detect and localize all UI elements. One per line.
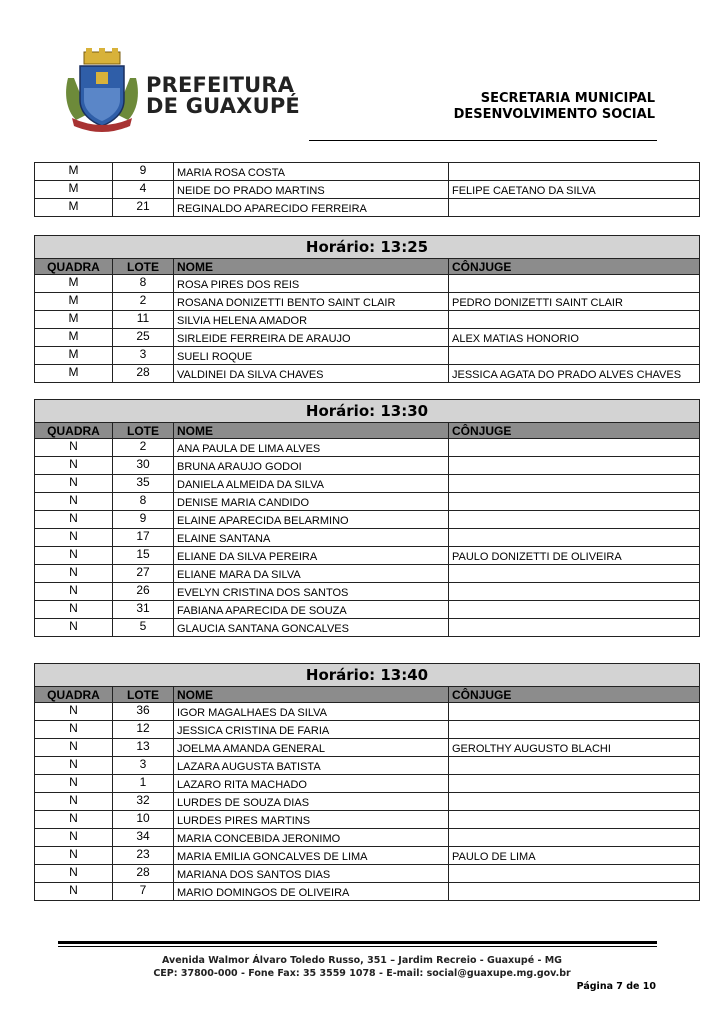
footer-divider-thin <box>58 946 657 947</box>
cell-conjuge <box>449 439 700 457</box>
cell-nome: REGINALDO APARECIDO FERREIRA <box>174 199 449 217</box>
cell-conjuge <box>449 275 700 293</box>
header-lote: LOTE <box>113 687 174 703</box>
header-lote: LOTE <box>113 423 174 439</box>
table-row <box>35 811 700 829</box>
column-header-row <box>35 259 700 275</box>
cell-conjuge: PEDRO DONIZETTI SAINT CLAIR <box>449 293 700 311</box>
table-row <box>35 365 700 383</box>
cell-lote: 2 <box>113 439 174 457</box>
cell-quadra: N <box>35 439 113 457</box>
cell-lote: 5 <box>113 619 174 637</box>
cell-quadra: M <box>35 365 113 383</box>
cell-nome: ANA PAULA DE LIMA ALVES <box>174 439 449 457</box>
cell-lote: 21 <box>113 199 174 217</box>
cell-lote: 17 <box>113 529 174 547</box>
schedule-title-row <box>35 664 700 687</box>
cell-quadra: N <box>35 547 113 565</box>
schedule-table-1340 <box>34 663 700 901</box>
cell-nome: LAZARO RITA MACHADO <box>174 775 449 793</box>
cell-lote: 8 <box>113 493 174 511</box>
cell-nome: SUELI ROQUE <box>174 347 449 365</box>
header-quadra: QUADRA <box>35 423 113 439</box>
cell-quadra: N <box>35 793 113 811</box>
schedule-title: Horário: 13:30 <box>35 400 700 423</box>
department-title <box>454 91 655 123</box>
cell-nome: EVELYN CRISTINA DOS SANTOS <box>174 583 449 601</box>
cell-conjuge: ALEX MATIAS HONORIO <box>449 329 700 347</box>
cell-nome: ELIANE MARA DA SILVA <box>174 565 449 583</box>
table-row <box>35 511 700 529</box>
department-line-2: DESENVOLVIMENTO SOCIAL <box>453 107 655 122</box>
cell-lote: 15 <box>113 547 174 565</box>
cell-nome: MARIA EMILIA GONCALVES DE LIMA <box>174 847 449 865</box>
footer-divider-thick <box>58 941 657 944</box>
table-row <box>35 847 700 865</box>
cell-quadra: N <box>35 865 113 883</box>
cell-nome: ELIANE DA SILVA PEREIRA <box>174 547 449 565</box>
cell-quadra: M <box>35 275 113 293</box>
cell-lote: 3 <box>113 347 174 365</box>
cell-conjuge: PAULO DONIZETTI DE OLIVEIRA <box>449 547 700 565</box>
municipal-logo <box>62 48 302 134</box>
header-conjuge: CÔNJUGE <box>449 259 700 275</box>
schedule-title-row <box>35 236 700 259</box>
header-quadra: QUADRA <box>35 687 113 703</box>
cell-conjuge <box>449 199 700 217</box>
cell-nome: LURDES PIRES MARTINS <box>174 811 449 829</box>
cell-lote: 32 <box>113 793 174 811</box>
cell-quadra: M <box>35 163 113 181</box>
cell-conjuge: FELIPE CAETANO DA SILVA <box>449 181 700 199</box>
cell-conjuge <box>449 619 700 637</box>
cell-conjuge <box>449 703 700 721</box>
cell-lote: 26 <box>113 583 174 601</box>
cell-nome: GLAUCIA SANTANA GONCALVES <box>174 619 449 637</box>
table-row <box>35 529 700 547</box>
table-row <box>35 493 700 511</box>
cell-lote: 3 <box>113 757 174 775</box>
cell-quadra: N <box>35 565 113 583</box>
cell-nome: ELAINE SANTANA <box>174 529 449 547</box>
cell-quadra: N <box>35 475 113 493</box>
table-row <box>35 829 700 847</box>
cell-nome: SIRLEIDE FERREIRA DE ARAUJO <box>174 329 449 347</box>
header-quadra: QUADRA <box>35 259 113 275</box>
cell-lote: 35 <box>113 475 174 493</box>
cell-lote: 10 <box>113 811 174 829</box>
cell-conjuge <box>449 529 700 547</box>
header-nome: NOME <box>174 687 449 703</box>
header-nome: NOME <box>174 423 449 439</box>
cell-lote: 2 <box>113 293 174 311</box>
cell-nome: SILVIA HELENA AMADOR <box>174 311 449 329</box>
cell-quadra: M <box>35 181 113 199</box>
cell-quadra: M <box>35 347 113 365</box>
table-row <box>35 275 700 293</box>
table-row <box>35 329 700 347</box>
table-row <box>35 619 700 637</box>
cell-quadra: N <box>35 811 113 829</box>
cell-conjuge <box>449 457 700 475</box>
cell-lote: 36 <box>113 703 174 721</box>
table-row <box>35 883 700 901</box>
cell-lote: 4 <box>113 181 174 199</box>
cell-conjuge: JESSICA AGATA DO PRADO ALVES CHAVES <box>449 365 700 383</box>
cell-lote: 34 <box>113 829 174 847</box>
schedule-title: Horário: 13:40 <box>35 664 700 687</box>
cell-nome: NEIDE DO PRADO MARTINS <box>174 181 449 199</box>
cell-conjuge <box>449 775 700 793</box>
cell-conjuge <box>449 311 700 329</box>
cell-lote: 13 <box>113 739 174 757</box>
city-crest-icon <box>62 48 142 132</box>
table-row <box>35 439 700 457</box>
schedule-table-1330 <box>34 399 700 637</box>
cell-nome: VALDINEI DA SILVA CHAVES <box>174 365 449 383</box>
schedule-title-row <box>35 400 700 423</box>
table-row <box>35 347 700 365</box>
logo-text-prefeitura: PREFEITURA <box>146 73 295 97</box>
cell-nome: LURDES DE SOUZA DIAS <box>174 793 449 811</box>
cell-conjuge <box>449 347 700 365</box>
cell-nome: ROSANA DONIZETTI BENTO SAINT CLAIR <box>174 293 449 311</box>
cell-quadra: N <box>35 511 113 529</box>
cell-nome: DENISE MARIA CANDIDO <box>174 493 449 511</box>
table-row <box>35 311 700 329</box>
cell-lote: 31 <box>113 601 174 619</box>
cell-quadra: M <box>35 329 113 347</box>
cell-lote: 9 <box>113 163 174 181</box>
cell-conjuge <box>449 811 700 829</box>
cell-quadra: M <box>35 199 113 217</box>
cell-nome: MARIANA DOS SANTOS DIAS <box>174 865 449 883</box>
cell-nome: FABIANA APARECIDA DE SOUZA <box>174 601 449 619</box>
table-row <box>35 565 700 583</box>
table-row <box>35 163 700 181</box>
table-row <box>35 865 700 883</box>
cell-conjuge <box>449 601 700 619</box>
table-row <box>35 775 700 793</box>
cell-quadra: N <box>35 829 113 847</box>
table-row <box>35 739 700 757</box>
cell-conjuge <box>449 829 700 847</box>
header-nome: NOME <box>174 259 449 275</box>
cell-nome: MARIO DOMINGOS DE OLIVEIRA <box>174 883 449 901</box>
cell-conjuge <box>449 865 700 883</box>
table-row <box>35 457 700 475</box>
continuation-table <box>34 162 700 217</box>
cell-quadra: N <box>35 883 113 901</box>
column-header-row <box>35 423 700 439</box>
schedule-table-1325 <box>34 235 700 383</box>
table-row <box>35 601 700 619</box>
cell-quadra: N <box>35 721 113 739</box>
cell-quadra: N <box>35 703 113 721</box>
cell-conjuge <box>449 565 700 583</box>
cell-quadra: M <box>35 293 113 311</box>
cell-nome: LAZARA AUGUSTA BATISTA <box>174 757 449 775</box>
table-row <box>35 583 700 601</box>
cell-lote: 9 <box>113 511 174 529</box>
cell-quadra: N <box>35 739 113 757</box>
cell-quadra: N <box>35 493 113 511</box>
cell-lote: 28 <box>113 865 174 883</box>
table-row <box>35 293 700 311</box>
cell-quadra: N <box>35 619 113 637</box>
logo-text-guaxupe: DE GUAXUPÉ <box>146 94 300 118</box>
table-row <box>35 793 700 811</box>
cell-nome: DANIELA ALMEIDA DA SILVA <box>174 475 449 493</box>
cell-nome: BRUNA ARAUJO GODOI <box>174 457 449 475</box>
cell-lote: 23 <box>113 847 174 865</box>
cell-conjuge <box>449 583 700 601</box>
footer-contact: CEP: 37800-000 - Fone Fax: 35 3559 1078 - E-mail: social@guaxupe.mg.gov.br <box>153 968 571 979</box>
cell-lote: 7 <box>113 883 174 901</box>
cell-lote: 11 <box>113 311 174 329</box>
header-divider <box>309 140 657 141</box>
cell-quadra: N <box>35 847 113 865</box>
cell-conjuge <box>449 475 700 493</box>
table-row <box>35 199 700 217</box>
table-row <box>35 181 700 199</box>
cell-nome: JOELMA AMANDA GENERAL <box>174 739 449 757</box>
cell-quadra: M <box>35 311 113 329</box>
page-number: Página 7 de 10 <box>576 981 656 992</box>
cell-conjuge: GEROLTHY AUGUSTO BLACHI <box>449 739 700 757</box>
cell-lote: 8 <box>113 275 174 293</box>
cell-quadra: N <box>35 457 113 475</box>
table-row <box>35 757 700 775</box>
cell-conjuge <box>449 793 700 811</box>
header-conjuge: CÔNJUGE <box>449 687 700 703</box>
column-header-row <box>35 687 700 703</box>
footer-address: Avenida Walmor Álvaro Toledo Russo, 351 – Jardim Recreio - Guaxupé - MG <box>162 955 562 966</box>
cell-lote: 28 <box>113 365 174 383</box>
cell-conjuge <box>449 493 700 511</box>
table-row <box>35 703 700 721</box>
cell-nome: JESSICA CRISTINA DE FARIA <box>174 721 449 739</box>
cell-quadra: N <box>35 583 113 601</box>
cell-conjuge <box>449 721 700 739</box>
cell-quadra: N <box>35 775 113 793</box>
cell-conjuge <box>449 163 700 181</box>
cell-nome: ELAINE APARECIDA BELARMINO <box>174 511 449 529</box>
cell-conjuge: PAULO DE LIMA <box>449 847 700 865</box>
cell-quadra: N <box>35 757 113 775</box>
cell-nome: IGOR MAGALHAES DA SILVA <box>174 703 449 721</box>
cell-lote: 30 <box>113 457 174 475</box>
cell-quadra: N <box>35 529 113 547</box>
table-row <box>35 721 700 739</box>
header-conjuge: CÔNJUGE <box>449 423 700 439</box>
cell-conjuge <box>449 757 700 775</box>
cell-nome: ROSA PIRES DOS REIS <box>174 275 449 293</box>
department-line-1: SECRETARIA MUNICIPAL <box>480 91 655 106</box>
cell-conjuge <box>449 511 700 529</box>
table-row <box>35 475 700 493</box>
cell-quadra: N <box>35 601 113 619</box>
table-row <box>35 547 700 565</box>
cell-nome: MARIA CONCEBIDA JERONIMO <box>174 829 449 847</box>
cell-lote: 27 <box>113 565 174 583</box>
cell-lote: 1 <box>113 775 174 793</box>
schedule-title: Horário: 13:25 <box>35 236 700 259</box>
cell-conjuge <box>449 883 700 901</box>
header-lote: LOTE <box>113 259 174 275</box>
cell-lote: 25 <box>113 329 174 347</box>
cell-nome: MARIA ROSA COSTA <box>174 163 449 181</box>
cell-lote: 12 <box>113 721 174 739</box>
